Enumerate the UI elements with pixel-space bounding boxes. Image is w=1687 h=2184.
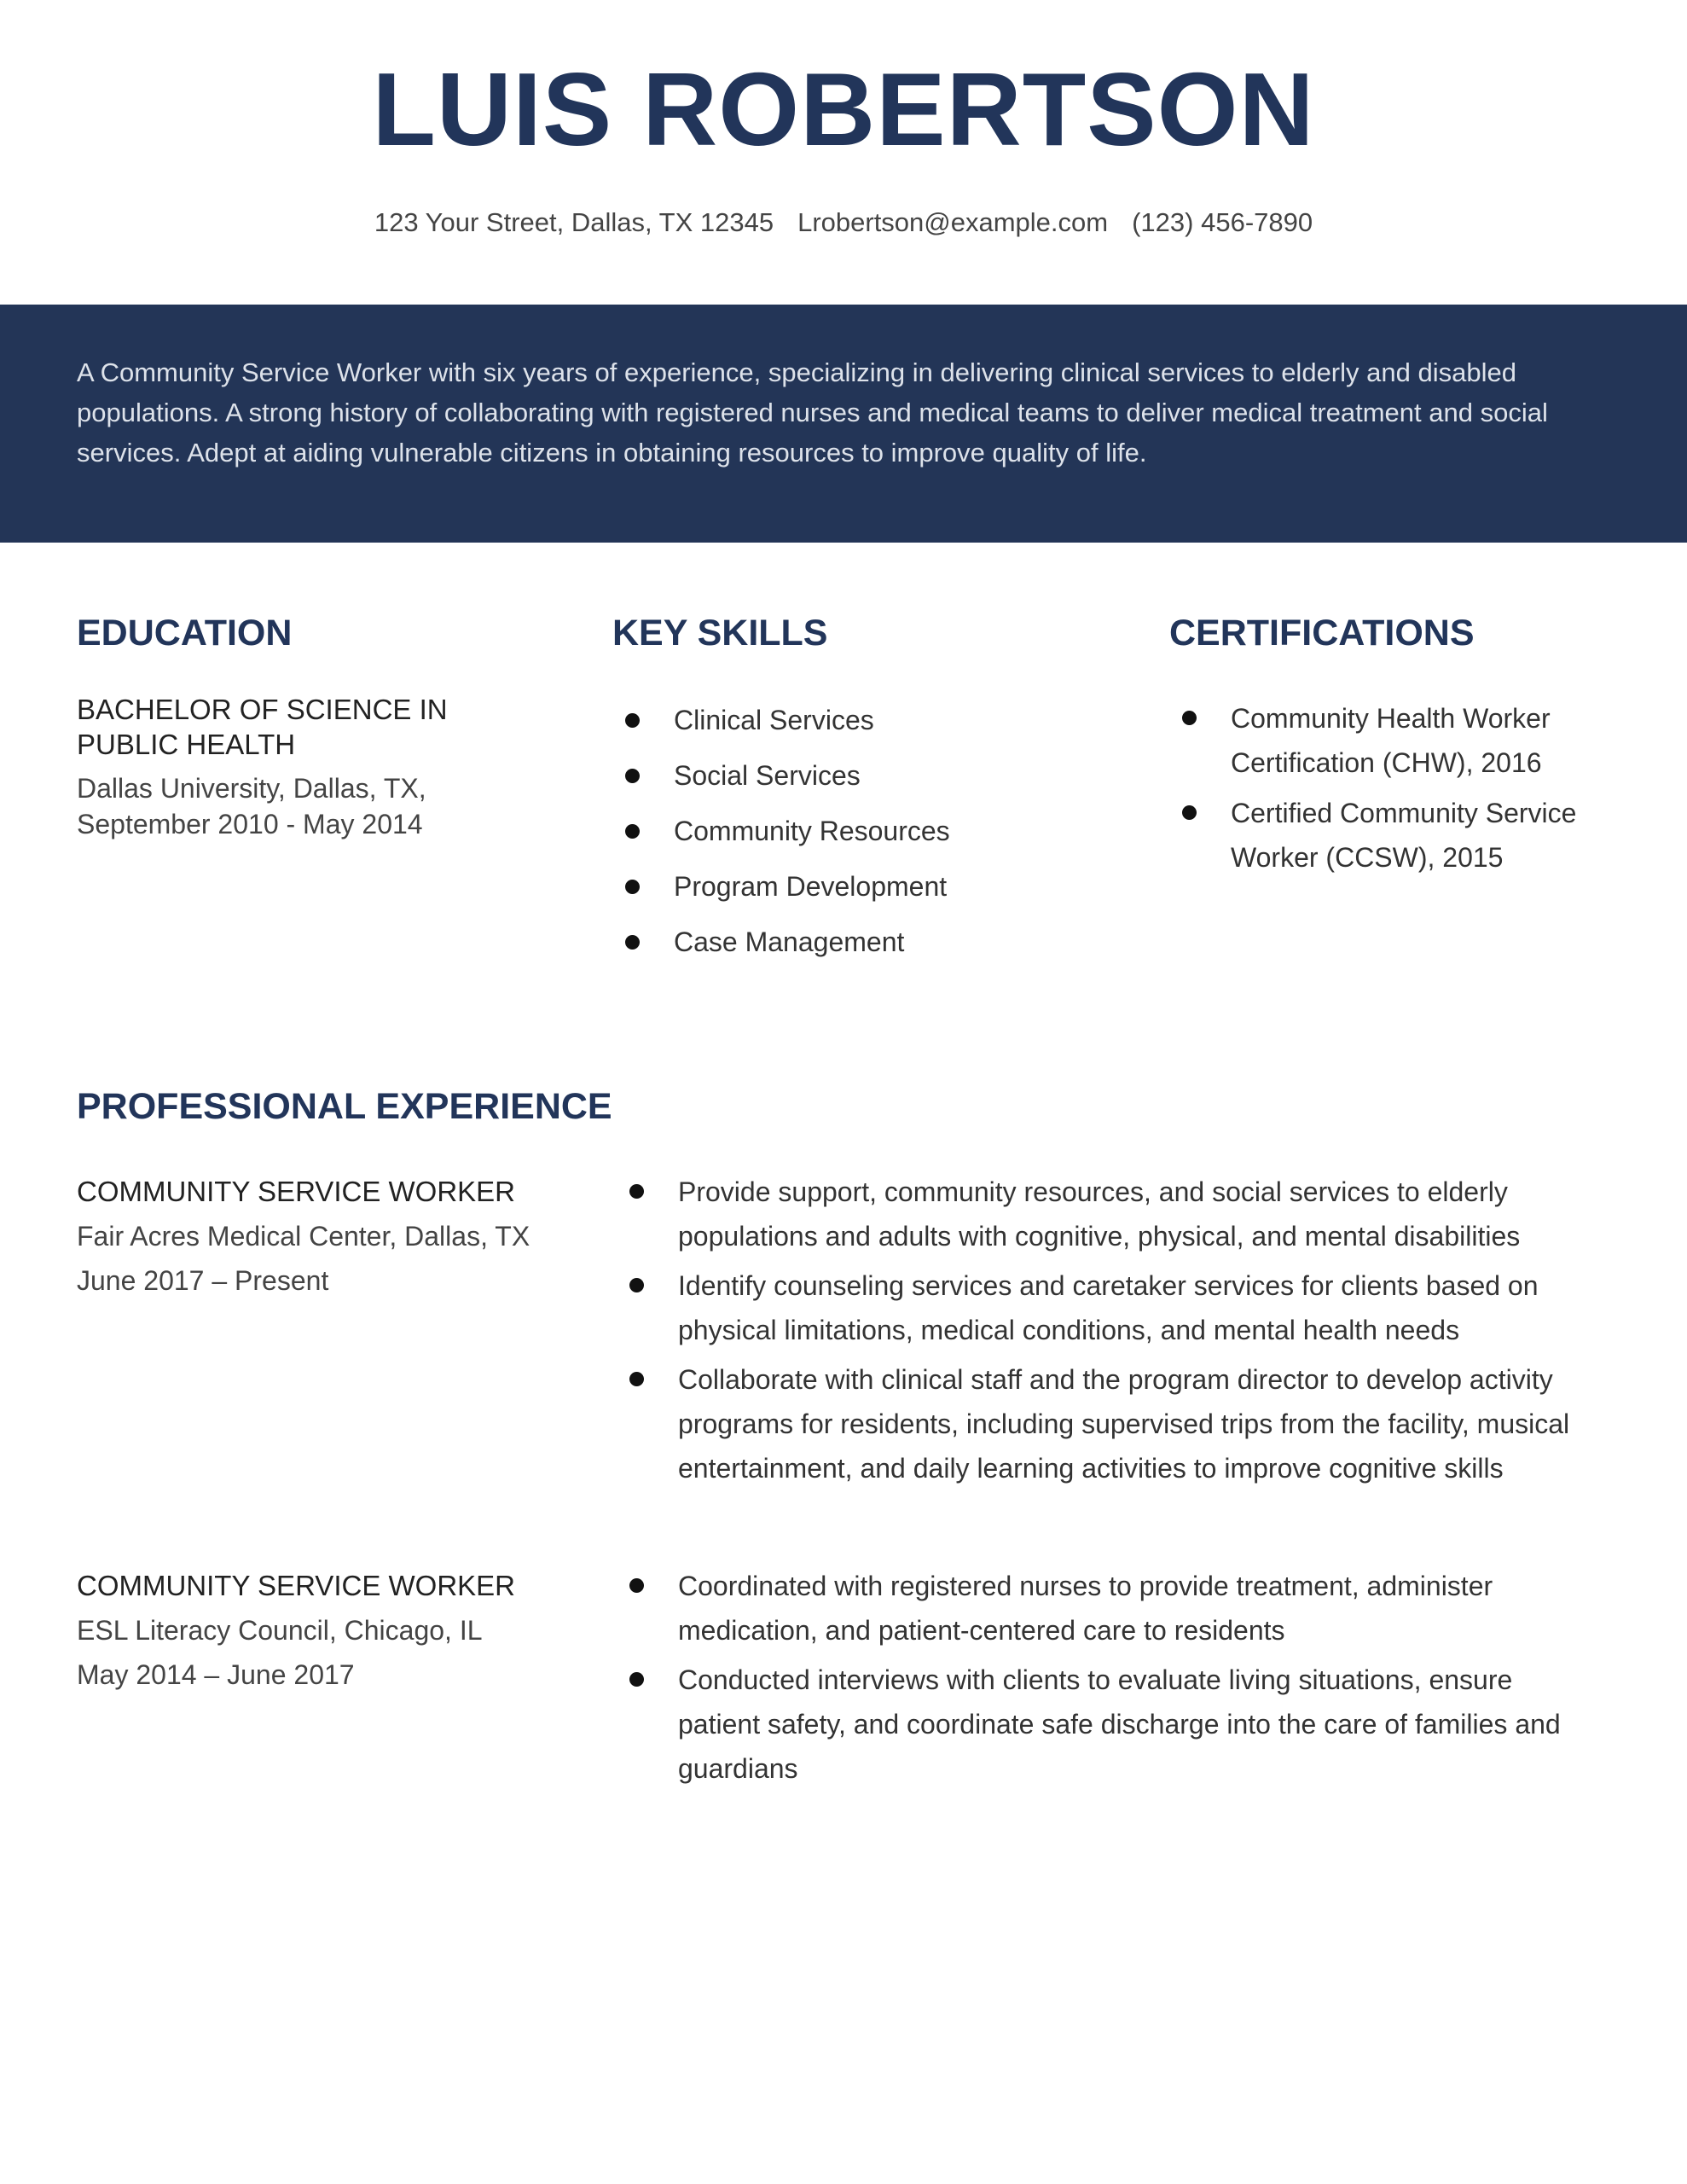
bullet-icon — [1182, 805, 1197, 820]
bullet-icon — [629, 1184, 644, 1199]
bullet-text: Identify counseling services and caretaker services for clients based on physical limitations, medical conditions, and mental health needs — [678, 1270, 1539, 1345]
education-details — [77, 770, 520, 842]
job-dates: June 2017 – Present — [77, 1265, 329, 1296]
bullet-text: Conducted interviews with clients to evaluate living situations, ensure patient safety, and coordinate safe discharge into the care of families and guardians — [678, 1664, 1561, 1784]
certification-label: Certified Community Service Worker (CCSW), 2015 — [1231, 798, 1577, 873]
skill-label: Program Development — [674, 871, 948, 902]
certifications-list — [1231, 696, 1597, 886]
employer: ESL Literacy Council, Chicago, IL — [77, 1615, 483, 1646]
job-2-details — [77, 1564, 554, 1697]
bullet-text: Coordinated with registered nurses to provide treatment, administer medication, and patient-centered care to residents — [678, 1571, 1493, 1646]
bullet-icon — [625, 935, 640, 950]
job-bullet — [678, 1263, 1591, 1352]
skill-label: Social Services — [674, 760, 861, 791]
skill-item — [674, 859, 950, 915]
email: Lrobertson@example.com — [797, 207, 1109, 237]
job-bullet — [678, 1357, 1591, 1490]
bullet-icon — [629, 1578, 644, 1593]
job-1-bullets — [678, 1170, 1591, 1496]
employer: Fair Acres Medical Center, Dallas, TX — [77, 1221, 530, 1252]
certifications-heading: CERTIFICATIONS — [1169, 613, 1475, 653]
job-bullet — [678, 1170, 1591, 1258]
experience-heading: PROFESSIONAL EXPERIENCE — [77, 1086, 612, 1127]
job-2-bullets — [678, 1564, 1591, 1796]
job-title: COMMUNITY SERVICE WORKER — [77, 1176, 515, 1207]
skill-item — [674, 915, 950, 970]
candidate-name: LUIS ROBERTSON — [372, 51, 1315, 167]
job-bullet — [678, 1564, 1591, 1653]
skill-item — [674, 693, 950, 748]
contact-line — [0, 205, 1687, 241]
bullet-icon — [625, 880, 640, 894]
certification-label: Community Health Worker Certification (CHW), 2016 — [1231, 703, 1551, 778]
bullet-text: Provide support, community resources, and social services to elderly populations and adults with cognitive, physical, and mental disabilities — [678, 1176, 1521, 1252]
degree: BACHELOR OF SCIENCE IN PUBLIC HEALTH — [77, 694, 448, 760]
certification-item — [1231, 791, 1597, 880]
bullet-icon — [1182, 711, 1197, 725]
skill-label: Clinical Services — [674, 705, 874, 735]
job-title: COMMUNITY SERVICE WORKER — [77, 1570, 515, 1601]
bullet-text: Collaborate with clinical staff and the program director to develop activity programs for residents, including supervised trips from the facility, musical entertainment, and daily learning activities to improve cognitive skills — [678, 1364, 1570, 1484]
education-dates: September 2010 - May 2014 — [77, 809, 423, 839]
school: Dallas University, Dallas, TX, — [77, 773, 426, 804]
skills-heading: KEY SKILLS — [612, 613, 828, 653]
job-1-details — [77, 1170, 554, 1303]
bullet-icon — [625, 824, 640, 839]
skill-item — [674, 748, 950, 804]
skills-list — [674, 693, 950, 970]
skill-label: Case Management — [674, 926, 905, 957]
education-heading: EDUCATION — [77, 613, 293, 653]
bullet-icon — [629, 1372, 644, 1386]
summary-text: A Community Service Worker with six years of experience, specializing in delivering clinical services to elderly and disabled populations. A strong history of collaborating with registered nurses and medical teams to deliver medical treatment and social services. Adept at aiding vulnerable citizens in obtaining resources to improve quality of life. — [77, 357, 1548, 468]
bullet-icon — [625, 713, 640, 728]
bullet-icon — [625, 769, 640, 783]
skill-label: Community Resources — [674, 816, 950, 846]
job-bullet — [678, 1658, 1591, 1791]
skill-item — [674, 804, 950, 859]
bullet-icon — [629, 1672, 644, 1687]
certification-item — [1231, 696, 1597, 785]
phone: (123) 456-7890 — [1132, 207, 1313, 237]
bullet-icon — [629, 1278, 644, 1292]
job-dates: May 2014 – June 2017 — [77, 1659, 355, 1690]
address: 123 Your Street, Dallas, TX 12345 — [374, 207, 774, 237]
